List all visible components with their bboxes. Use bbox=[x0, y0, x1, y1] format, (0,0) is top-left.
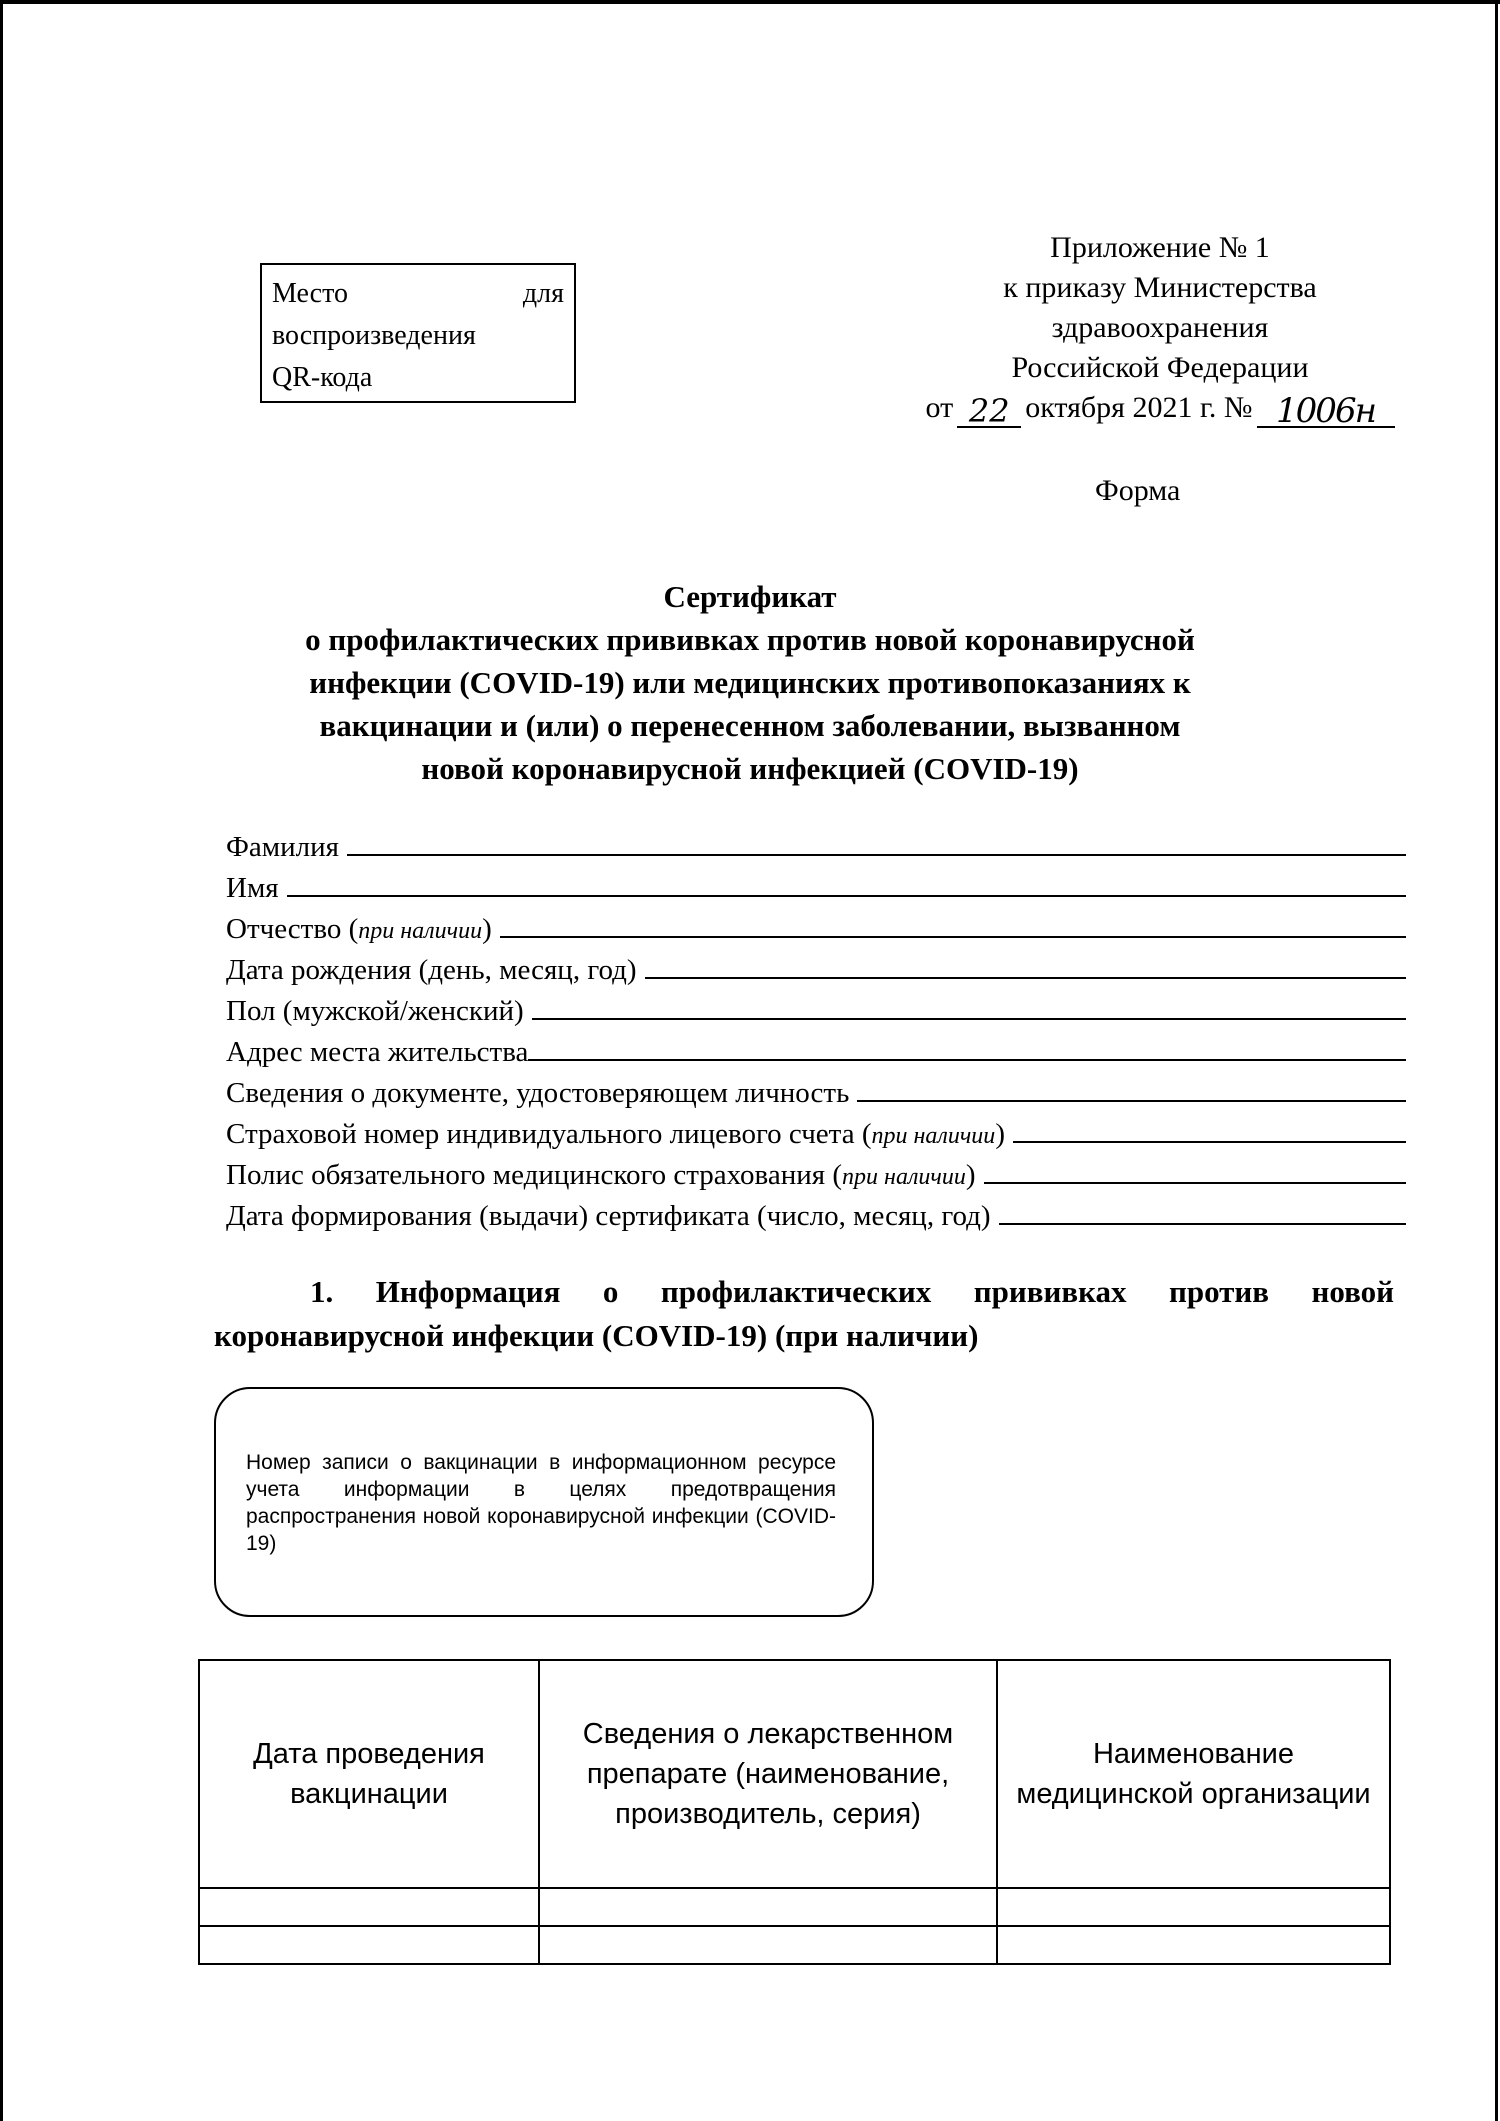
field-blank-line[interactable] bbox=[532, 990, 1406, 1020]
handwritten-day: 22 bbox=[957, 396, 1021, 428]
field-sex bbox=[226, 990, 1406, 1031]
table-cell[interactable] bbox=[199, 1926, 539, 1964]
field-blank-line[interactable] bbox=[999, 1195, 1406, 1225]
field-label: Имя bbox=[226, 872, 279, 904]
field-blank-line[interactable] bbox=[528, 1031, 1406, 1061]
scan-border-top bbox=[0, 0, 1500, 4]
col-header-date: Дата проведения вакцинации bbox=[199, 1660, 539, 1888]
field-patronymic bbox=[226, 908, 1406, 949]
field-note: при наличии bbox=[358, 918, 483, 944]
record-box-text: Номер записи о вакцинации в информационном ресурсе учета информации в целях предотвращения распространения новой коронавирусной инфекции (COVID-19) bbox=[246, 1451, 836, 1555]
col-header-organization: Наименование медицинской организации bbox=[997, 1660, 1390, 1888]
field-surname bbox=[226, 826, 1406, 867]
field-identity-document bbox=[226, 1072, 1406, 1113]
table-cell[interactable] bbox=[539, 1888, 997, 1926]
title-line-4: вакцинации и (или) о перенесенном заболевании, вызванном bbox=[319, 708, 1181, 743]
section-1-heading bbox=[214, 1270, 1394, 1358]
field-label: Страховой номер индивидуального лицевого счета (при наличии) bbox=[226, 1118, 1005, 1150]
table-row bbox=[199, 1888, 1390, 1926]
table-header-row bbox=[199, 1660, 1390, 1888]
field-blank-line[interactable] bbox=[645, 949, 1406, 979]
appendix-block bbox=[860, 228, 1460, 431]
field-name bbox=[226, 867, 1406, 908]
field-blank-line[interactable] bbox=[500, 908, 1406, 938]
field-blank-line[interactable] bbox=[857, 1072, 1406, 1102]
date-prefix: от bbox=[925, 391, 954, 424]
field-birth-date bbox=[226, 949, 1406, 990]
field-label: Дата формирования (выдачи) сертификата (число, месяц, год) bbox=[226, 1200, 991, 1232]
field-oms-policy bbox=[226, 1154, 1406, 1195]
title-line-5: новой коронавирусной инфекцией (COVID-19) bbox=[421, 751, 1079, 786]
field-note: при наличии bbox=[842, 1164, 966, 1190]
form-label: Форма bbox=[1095, 474, 1181, 507]
field-address bbox=[226, 1031, 1406, 1072]
qr-word-2: для bbox=[522, 278, 564, 309]
section-1-line-1: 1. Информация о профилактических прививках против новой bbox=[310, 1274, 1394, 1309]
handwritten-order-number: 1006н bbox=[1257, 396, 1395, 428]
qr-line-2: воспроизведения bbox=[272, 320, 476, 351]
field-label: Дата рождения (день, месяц, год) bbox=[226, 954, 637, 986]
appendix-date-row bbox=[860, 388, 1460, 431]
table-cell[interactable] bbox=[199, 1888, 539, 1926]
field-blank-line[interactable] bbox=[287, 867, 1406, 897]
appendix-line-4: Российской Федерации bbox=[1011, 351, 1309, 384]
scan-border-right bbox=[1495, 0, 1498, 2121]
field-label: Адрес места жительства bbox=[226, 1036, 529, 1068]
col-header-drug: Сведения о лекарственном препарате (наименование, производитель, серия) bbox=[539, 1660, 997, 1888]
section-1-line-2: коронавирусной инфекции (COVID-19) (при наличии) bbox=[214, 1318, 979, 1353]
qr-word-1: Место bbox=[272, 278, 348, 309]
field-label: Фамилия bbox=[226, 831, 339, 863]
certificate-title bbox=[230, 575, 1270, 790]
title-line-1: Сертификат bbox=[663, 579, 837, 614]
field-label: Сведения о документе, удостоверяющем личность bbox=[226, 1077, 850, 1109]
field-issue-date bbox=[226, 1195, 1406, 1236]
field-blank-line[interactable] bbox=[984, 1154, 1406, 1184]
table-cell[interactable] bbox=[997, 1888, 1390, 1926]
appendix-line-3: здравоохранения bbox=[1051, 311, 1269, 344]
personal-fields bbox=[226, 826, 1406, 1236]
appendix-line-2: к приказу Министерства bbox=[1003, 271, 1317, 304]
field-label: Отчество (при наличии) bbox=[226, 913, 492, 945]
field-snils bbox=[226, 1113, 1406, 1154]
field-note: при наличии bbox=[871, 1123, 996, 1149]
qr-code-placeholder bbox=[260, 263, 576, 403]
scan-border-left bbox=[0, 0, 3, 2121]
field-blank-line[interactable] bbox=[347, 826, 1406, 856]
field-label: Пол (мужской/женский) bbox=[226, 995, 524, 1027]
vaccination-record-number-box bbox=[214, 1387, 874, 1617]
field-blank-line[interactable] bbox=[1013, 1113, 1406, 1143]
table-row bbox=[199, 1926, 1390, 1964]
field-label: Полис обязательного медицинского страхования (при наличии) bbox=[226, 1159, 976, 1191]
title-line-3: инфекции (COVID-19) или медицинских противопоказаниях к bbox=[309, 665, 1191, 700]
title-line-2: о профилактических прививках против новой коронавирусной bbox=[305, 622, 1195, 657]
qr-line-3: QR-кода bbox=[272, 362, 373, 393]
table-cell[interactable] bbox=[997, 1926, 1390, 1964]
appendix-line-1: Приложение № 1 bbox=[1050, 231, 1270, 264]
table-cell[interactable] bbox=[539, 1926, 997, 1964]
vaccination-table bbox=[198, 1659, 1391, 1965]
date-middle: октября 2021 г. № bbox=[1025, 391, 1253, 424]
